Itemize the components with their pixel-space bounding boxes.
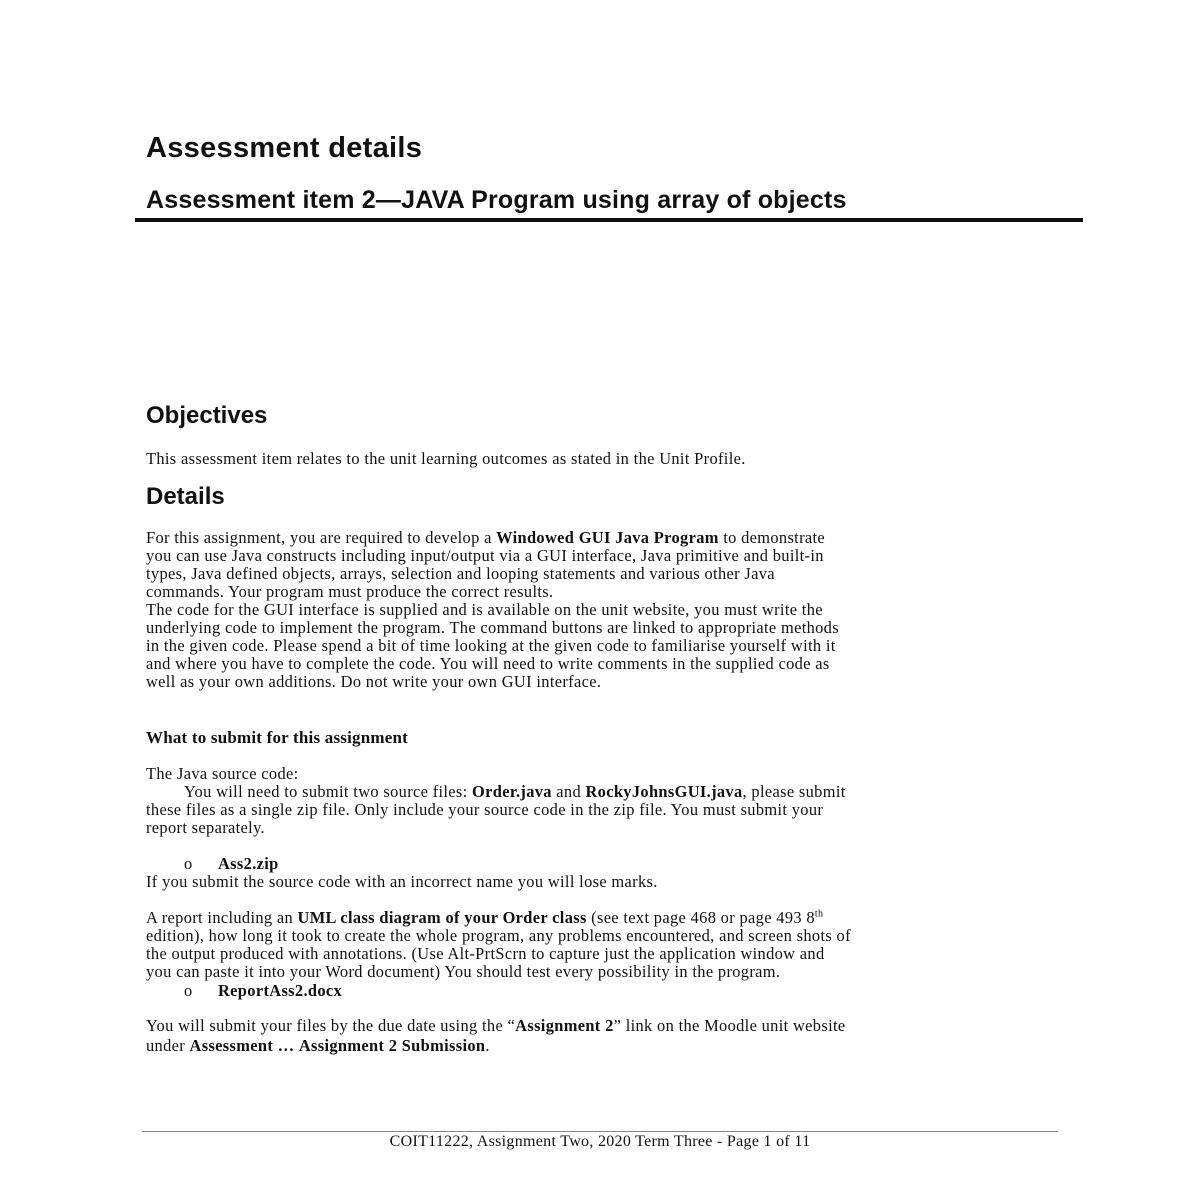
details-paragraph-1: For this assignment, you are required to develop a Windowed GUI Java Program to demonstrate you can use Java constructs including input/output via a GUI interface, Java primitive and built-in types, Java defined objects, arrays, selection and looping statements and various other Java commands. Your program must produce the correct results. The code for the GUI interface is supplied and is available on the unit website, you must write the underlying code to implement the program. The command buttons are linked to appropriate methods in the given code. Please spend a bit of time looking at the given code to familiarise yourself with it and where you have to complete the code. You will need to write comments in the supplied code as well as your own additions. Do not write your own GUI interface.	[146, 529, 1056, 691]
page-footer: COIT11222, Assignment Two, 2020 Term Three - Page 1 of 11	[389, 1133, 811, 1150]
document-subtitle: Assessment item 2—JAVA Program using array of objects	[146, 186, 847, 214]
details-heading: Details	[146, 483, 225, 510]
bullet-marker: o	[184, 854, 193, 873]
submit-heading: What to submit for this assignment	[146, 728, 408, 747]
zip-warning: If you submit the source code with an incorrect name you will lose marks.	[146, 872, 658, 891]
submission-path: Assignment 2 Submission	[298, 1036, 486, 1055]
submission-instructions: You will submit your files by the due date using the “Assignment 2” link on the Moodle unit website under Assessment … Assignment 2 Submission.	[146, 1016, 846, 1055]
assessment-path: Assessment …	[189, 1036, 295, 1055]
uml-diagram-emphasis: UML class diagram of your Order class	[297, 908, 587, 927]
report-file-name: ReportAss2.docx	[218, 981, 343, 1000]
zip-file-bullet	[184, 855, 279, 873]
zip-file-name: Ass2.zip	[218, 854, 279, 873]
gui-program-emphasis: Windowed GUI Java Program	[496, 528, 719, 547]
bullet-marker: o	[184, 981, 193, 1000]
report-file-bullet	[184, 982, 342, 1000]
source-code-paragraph: The Java source code: You will need to submit two source files: Order.java and RockyJohnsGUI.java, please submit these files as a single zip file. Only include your source code in the zip file. You must submit your report separately.	[146, 764, 846, 837]
order-java-file: Order.java	[472, 782, 552, 801]
objectives-text: This assessment item relates to the unit learning outcomes as stated in the Unit Profile.	[146, 449, 746, 468]
objectives-heading: Objectives	[146, 402, 268, 429]
report-paragraph: A report including an UML class diagram of your Order class (see text page 468 or page 493 8th edition), how long it took to create the whole program, any problems encountered, and screen shots of the output produced with annotations. (Use Alt-PrtScrn to capture just the application window and you can paste it into your Word document) You should test every possibility in the program.	[146, 908, 851, 981]
details-paragraph-2: The code for the GUI interface is supplied and is available on the unit website, you must write the	[146, 600, 823, 619]
gui-java-file: RockyJohnsGUI.java	[585, 782, 743, 801]
title-underline	[135, 218, 1083, 222]
document-title: Assessment details	[146, 132, 423, 164]
assignment-2-link-label: Assignment 2	[515, 1016, 614, 1035]
footer-rule	[142, 1131, 1058, 1132]
